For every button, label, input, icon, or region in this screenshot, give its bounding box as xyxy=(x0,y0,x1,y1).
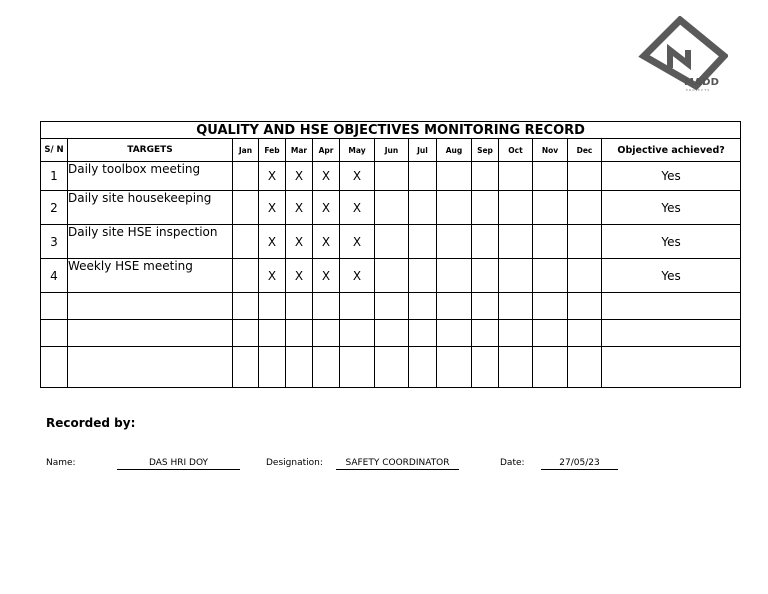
month-mark-jul xyxy=(409,191,437,225)
month-mark-nov xyxy=(533,191,568,225)
month-mark-jul xyxy=(409,162,437,191)
header-objective-achieved: Objective achieved? xyxy=(602,139,741,162)
month-mark-apr: X xyxy=(313,191,340,225)
month-mark-oct xyxy=(499,320,533,347)
month-mark-sep xyxy=(472,225,499,259)
month-mark-mar xyxy=(286,293,313,320)
month-mark-may xyxy=(340,320,375,347)
month-mark-mar: X xyxy=(286,191,313,225)
month-mark-may: X xyxy=(340,259,375,293)
month-mark-apr xyxy=(313,293,340,320)
month-mark-sep xyxy=(472,162,499,191)
row-objective-achieved xyxy=(602,320,741,347)
month-mark-mar: X xyxy=(286,225,313,259)
table-row xyxy=(41,347,741,388)
month-mark-oct xyxy=(499,162,533,191)
month-mark-oct xyxy=(499,259,533,293)
month-mark-mar xyxy=(286,347,313,388)
month-mark-nov xyxy=(533,225,568,259)
header-month: Jun xyxy=(375,139,409,162)
row-sn: 2 xyxy=(41,191,68,225)
month-mark-mar: X xyxy=(286,162,313,191)
header-month: Apr xyxy=(313,139,340,162)
header-targets: TARGETS xyxy=(68,139,233,162)
month-mark-apr xyxy=(313,320,340,347)
row-objective-achieved xyxy=(602,347,741,388)
row-sn xyxy=(41,347,68,388)
month-mark-apr: X xyxy=(313,225,340,259)
month-mark-may: X xyxy=(340,162,375,191)
month-mark-dec xyxy=(568,162,602,191)
month-mark-aug xyxy=(437,259,472,293)
month-mark-nov xyxy=(533,259,568,293)
logo-subtitle: PROJECTS xyxy=(686,88,711,92)
month-mark-aug xyxy=(437,225,472,259)
header-month: Sep xyxy=(472,139,499,162)
table-row xyxy=(41,293,741,320)
month-mark-jun xyxy=(375,320,409,347)
table-row xyxy=(41,320,741,347)
header-month: Jan xyxy=(233,139,259,162)
month-mark-nov xyxy=(533,162,568,191)
table-row xyxy=(41,162,741,191)
row-target: Daily toolbox meeting xyxy=(68,162,233,191)
logo-name: MADD xyxy=(684,77,720,88)
month-mark-oct xyxy=(499,293,533,320)
row-target xyxy=(68,347,233,388)
row-objective-achieved xyxy=(602,293,741,320)
month-mark-feb: X xyxy=(259,259,286,293)
month-mark-aug xyxy=(437,191,472,225)
header-month: Mar xyxy=(286,139,313,162)
month-mark-oct xyxy=(499,225,533,259)
month-mark-dec xyxy=(568,225,602,259)
month-mark-aug xyxy=(437,320,472,347)
month-mark-jun xyxy=(375,259,409,293)
month-mark-jan xyxy=(233,293,259,320)
header-month: Feb xyxy=(259,139,286,162)
row-objective-achieved: Yes xyxy=(602,259,741,293)
month-mark-jun xyxy=(375,162,409,191)
month-mark-feb: X xyxy=(259,225,286,259)
month-mark-jun xyxy=(375,191,409,225)
month-mark-jul xyxy=(409,293,437,320)
header-month: Nov xyxy=(533,139,568,162)
month-mark-mar xyxy=(286,320,313,347)
month-mark-jan xyxy=(233,347,259,388)
row-sn: 3 xyxy=(41,225,68,259)
month-mark-nov xyxy=(533,293,568,320)
month-mark-jan xyxy=(233,191,259,225)
month-mark-dec xyxy=(568,293,602,320)
month-mark-sep xyxy=(472,191,499,225)
month-mark-apr xyxy=(313,347,340,388)
table-title: QUALITY AND HSE OBJECTIVES MONITORING RECORD xyxy=(41,122,741,139)
month-mark-sep xyxy=(472,320,499,347)
designation-label: Designation: xyxy=(266,458,323,468)
month-mark-jan xyxy=(233,320,259,347)
header-month: Jul xyxy=(409,139,437,162)
month-mark-dec xyxy=(568,347,602,388)
header-month: Dec xyxy=(568,139,602,162)
month-mark-may: X xyxy=(340,191,375,225)
month-mark-dec xyxy=(568,191,602,225)
month-mark-jan xyxy=(233,259,259,293)
month-mark-feb xyxy=(259,320,286,347)
month-mark-feb: X xyxy=(259,162,286,191)
month-mark-jul xyxy=(409,225,437,259)
row-sn xyxy=(41,293,68,320)
row-target: Daily site housekeeping xyxy=(68,191,233,225)
row-target xyxy=(68,320,233,347)
monitoring-record-table xyxy=(40,121,741,388)
row-target: Weekly HSE meeting xyxy=(68,259,233,293)
row-sn xyxy=(41,320,68,347)
month-mark-apr: X xyxy=(313,162,340,191)
row-objective-achieved: Yes xyxy=(602,225,741,259)
month-mark-feb xyxy=(259,293,286,320)
month-mark-may xyxy=(340,347,375,388)
table-row xyxy=(41,259,741,293)
month-mark-jan xyxy=(233,225,259,259)
date-label: Date: xyxy=(500,458,525,468)
recorded-by-label: Recorded by: xyxy=(46,416,136,430)
row-objective-achieved: Yes xyxy=(602,191,741,225)
month-mark-feb: X xyxy=(259,191,286,225)
month-mark-mar: X xyxy=(286,259,313,293)
month-mark-jun xyxy=(375,293,409,320)
table-row xyxy=(41,225,741,259)
header-month: May xyxy=(340,139,375,162)
table-row xyxy=(41,191,741,225)
row-sn: 1 xyxy=(41,162,68,191)
name-value: DAS HRI DOY xyxy=(117,458,240,470)
month-mark-jul xyxy=(409,259,437,293)
row-sn: 4 xyxy=(41,259,68,293)
month-mark-jul xyxy=(409,320,437,347)
month-mark-aug xyxy=(437,293,472,320)
month-mark-sep xyxy=(472,347,499,388)
month-mark-dec xyxy=(568,320,602,347)
row-target: Daily site HSE inspection xyxy=(68,225,233,259)
month-mark-jun xyxy=(375,225,409,259)
month-mark-feb xyxy=(259,347,286,388)
month-mark-nov xyxy=(533,347,568,388)
header-month: Aug xyxy=(437,139,472,162)
month-mark-may xyxy=(340,293,375,320)
date-value: 27/05/23 xyxy=(541,458,618,470)
month-mark-oct xyxy=(499,191,533,225)
month-mark-sep xyxy=(472,259,499,293)
name-label: Name: xyxy=(46,458,76,468)
month-mark-sep xyxy=(472,293,499,320)
month-mark-aug xyxy=(437,162,472,191)
month-mark-jun xyxy=(375,347,409,388)
month-mark-oct xyxy=(499,347,533,388)
designation-value: SAFETY COORDINATOR xyxy=(336,458,459,470)
month-mark-jan xyxy=(233,162,259,191)
month-mark-nov xyxy=(533,320,568,347)
row-objective-achieved: Yes xyxy=(602,162,741,191)
month-mark-aug xyxy=(437,347,472,388)
row-target xyxy=(68,293,233,320)
month-mark-may: X xyxy=(340,225,375,259)
header-month: Oct xyxy=(499,139,533,162)
table-body xyxy=(41,162,741,388)
month-mark-jul xyxy=(409,347,437,388)
month-mark-apr: X xyxy=(313,259,340,293)
header-sn: S/ N xyxy=(41,139,68,162)
month-mark-dec xyxy=(568,259,602,293)
